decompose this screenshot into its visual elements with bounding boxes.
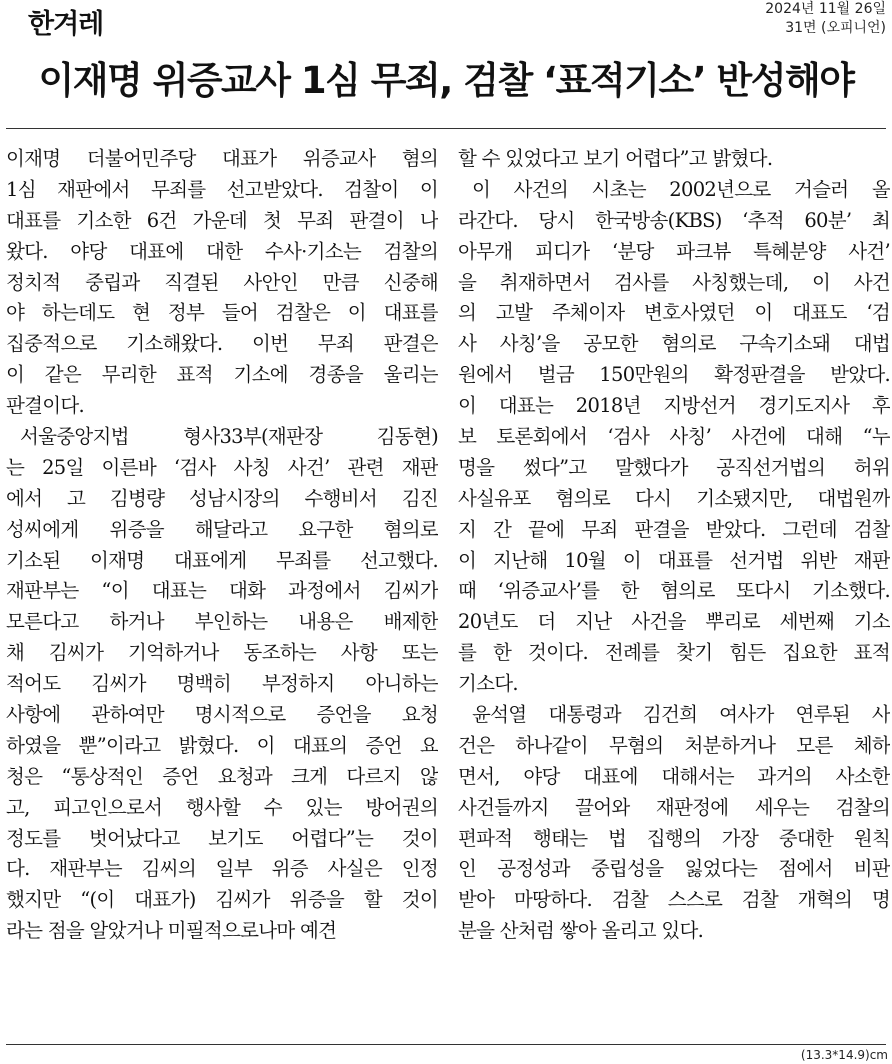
publication-info (765, 0, 886, 38)
article-line: 채 김씨가 기억하거나 동조하는 사항 또는 (6, 641, 438, 665)
article-line: 윤석열 대통령과 김건희 여사가 연루된 사 (472, 703, 890, 727)
article-line: 20년도 더 지난 사건을 뿌리로 세번째 기소 (458, 610, 890, 634)
article-line: 재판부는 “이 대표는 대화 과정에서 김씨가 (6, 579, 438, 603)
article-line: 때 ‘위증교사’를 한 혐의로 또다시 기소했다. (458, 579, 890, 603)
article-line: 건은 하나같이 무혐의 처분하거나 모른 체하 (458, 733, 890, 757)
size-note: (13.3*14.9)cm (800, 1048, 888, 1062)
article-line: 라는 점을 알았거나 미필적으로나마 예견 (6, 919, 337, 943)
article-line: 했지만 “(이 대표가) 김씨가 위증을 할 것이 (6, 888, 438, 912)
article-line: 이재명 더불어민주당 대표가 위증교사 혐의 (6, 147, 438, 170)
article-line: 이 지난해 10월 이 대표를 선거법 위반 재판 (458, 548, 890, 572)
newspaper-logo: 한겨레 (28, 9, 104, 40)
article-column-left (6, 144, 438, 947)
article-line: 사실유포 혐의로 다시 기소됐지만, 대법원까 (458, 486, 890, 510)
article-line: 청은 “통상적인 증언 요청과 크게 다르지 않 (6, 764, 438, 788)
article-line: 지 간 끝에 무죄 판결을 받았다. 그런데 검찰 (458, 517, 890, 541)
article-line: 받아 마땅하다. 검찰 스스로 검찰 개혁의 명 (458, 888, 890, 912)
article-line: 사항에 관하여만 명시적으로 증언을 요청 (6, 703, 438, 727)
article-line: 집중적으로 기소해왔다. 이번 무죄 판결은 (6, 332, 438, 356)
article-line: 고, 피고인으로서 행사할 수 있는 방어권의 (6, 795, 438, 819)
article-line: 기소다. (458, 672, 518, 696)
headline: 이재명 위증교사 1심 무죄, 검찰 ‘표적기소’ 반성해야 (38, 59, 854, 102)
article-line: 명을 썼다”고 말했다가 공직선거법의 허위 (458, 455, 890, 479)
publication-date: 2024년 11월 26일 (765, 1, 886, 17)
article-line: 아무개 피디가 ‘분당 파크뷰 특혜분양 사건’ (458, 239, 890, 263)
article-line: 서울중앙지법 형사33부(재판장 김동현) (20, 425, 438, 449)
article-line: 을 취재하면서 검사를 사칭했는데, 이 사건 (458, 270, 890, 294)
article-line: 다. 재판부는 김씨의 일부 위증 사실은 인정 (6, 857, 438, 881)
article-line: 하였을 뿐”이라고 밝혔다. 이 대표의 증언 요 (6, 733, 438, 757)
bottom-divider (6, 1044, 886, 1045)
article-line: 사건들까지 끌어와 재판정에 세우는 검찰의 (458, 795, 890, 819)
article-line: 이 같은 무리한 표적 기소에 경종을 울리는 (6, 363, 438, 387)
article-line: 이 사건의 시초는 2002년으로 거슬러 올 (472, 177, 890, 201)
article-line: 의 고발 주체이자 변호사였던 이 대표도 ‘검 (458, 301, 890, 325)
article-line: 정치적 중립과 직결된 사안인 만큼 신중해 (6, 270, 438, 294)
headline-divider (6, 128, 886, 129)
article-line: 에서 고 김병량 성남시장의 수행비서 김진 (6, 486, 438, 510)
masthead (0, 0, 892, 46)
article-line: 할 수 있었다고 보기 어렵다”고 밝혔다. (458, 147, 773, 170)
article-line: 판결이다. (6, 394, 85, 418)
article-column-right (458, 144, 890, 947)
page-section: 31면 (오피니언) (785, 20, 886, 36)
article-line: 보 토론회에서 ‘검사 사칭’ 사건에 대해 “누 (458, 425, 890, 449)
article-line: 성씨에게 위증을 해달라고 요구한 혐의로 (6, 517, 438, 541)
article-line: 왔다. 야당 대표에 대한 수사·기소는 검찰의 (6, 239, 438, 263)
article-line: 대표를 기소한 6건 가운데 첫 무죄 판결이 나 (6, 208, 438, 232)
article-line: 면서, 야당 대표에 대해서는 과거의 사소한 (458, 764, 890, 788)
article-line: 분을 산처럼 쌓아 올리고 있다. (458, 919, 704, 943)
article-line: 를 한 것이다. 전례를 찾기 힘든 집요한 표적 (458, 641, 890, 665)
article-line: 적어도 김씨가 명백히 부정하지 아니하는 (6, 672, 438, 696)
article-line: 1심 재판에서 무죄를 선고받았다. 검찰이 이 (6, 177, 438, 201)
article-line: 모른다고 하거나 부인하는 내용은 배제한 (6, 610, 438, 634)
article-line: 정도를 벗어났다고 보기도 어렵다”는 것이 (6, 826, 438, 850)
article-line: 원에서 벌금 150만원의 확정판결을 받았다. (458, 363, 890, 387)
article-line: 는 25일 이른바 ‘검사 사칭 사건’ 관련 재판 (6, 455, 438, 479)
article-line: 사 사칭’을 공모한 혐의로 구속기소돼 대법 (458, 332, 890, 356)
article-line: 라간다. 당시 한국방송(KBS) ‘추적 60분’ 최 (458, 208, 890, 232)
article-line: 이 대표는 2018년 지방선거 경기도지사 후 (458, 394, 890, 418)
article-line: 편파적 행태는 법 집행의 가장 중대한 원칙 (458, 826, 890, 850)
article-line: 기소된 이재명 대표에게 무죄를 선고했다. (6, 548, 438, 572)
article-line: 야 하는데도 현 정부 들어 검찰은 이 대표를 (6, 301, 438, 325)
article-line: 인 공정성과 중립성을 잃었다는 점에서 비판 (458, 857, 890, 881)
